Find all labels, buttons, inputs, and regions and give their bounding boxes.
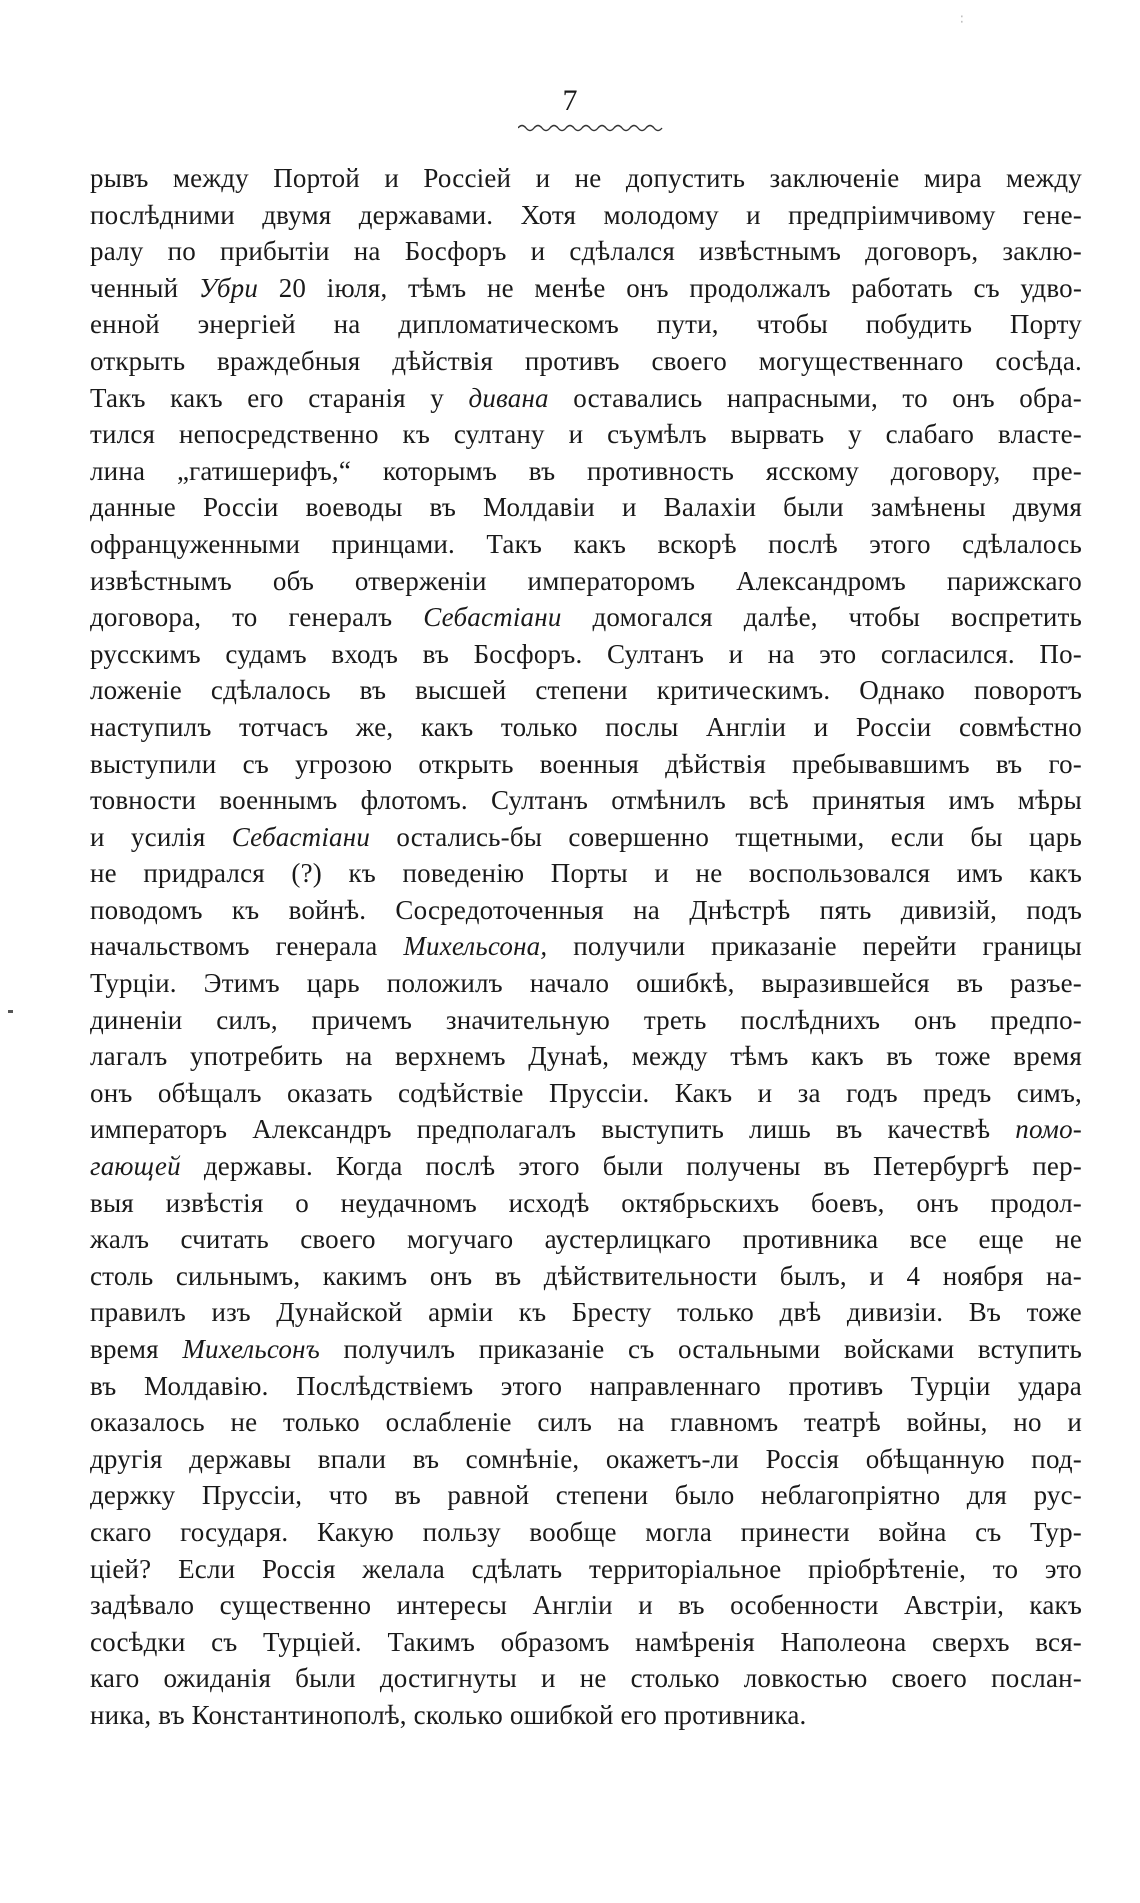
text-line xyxy=(90,599,1082,636)
text-segment: лина „гатишерифъ,“ которымъ въ противность ясскому договору, пре- xyxy=(90,455,1082,486)
text-line xyxy=(90,563,1082,600)
italic-name: Себастіани xyxy=(423,602,562,633)
text-segment: тился непосредственно къ султану и съумѣлъ вырвать у слабаго власте- xyxy=(90,419,1082,450)
text-line xyxy=(90,1514,1082,1551)
text-segment: каго ожиданія были достигнуты и не столько ловкостью своего послан- xyxy=(90,1663,1082,1694)
text-segment: данные Россіи воеводы въ Молдавіи и Валахіи были замѣнены двумя xyxy=(90,492,1082,523)
text-line xyxy=(90,1551,1082,1588)
text-line xyxy=(90,1038,1082,1075)
text-segment: диненіи силъ, причемъ значительную треть послѣднихъ онъ предпо- xyxy=(90,1004,1082,1035)
text-line xyxy=(90,306,1082,343)
text-line xyxy=(90,819,1082,856)
text-segment: получилъ приказаніе съ остальными войсками вступить xyxy=(319,1334,1083,1364)
text-line xyxy=(90,197,1082,234)
text-segment: извѣстнымъ объ отверженіи императоромъ Александромъ парижскаго xyxy=(90,565,1082,596)
text-line xyxy=(90,1368,1082,1405)
text-segment: и усилія xyxy=(90,821,232,852)
text-segment: скаго государя. Какую пользу вообще могла принести война съ Тур- xyxy=(90,1516,1082,1547)
text-segment: сосѣдки съ Турціей. Такимъ образомъ намѣренія Наполеона сверхъ вся- xyxy=(90,1626,1082,1657)
text-line xyxy=(90,343,1082,380)
text-segment: время xyxy=(90,1334,183,1364)
text-segment: поводомъ къ войнѣ. Сосредоточенныя на Днѣстрѣ пять дивизій, подъ xyxy=(90,894,1082,925)
text-line xyxy=(90,1624,1082,1661)
margin-mark xyxy=(8,1010,13,1013)
text-segment: ралу по прибытіи на Босфоръ и сдѣлался извѣстнымъ договоръ, заклю- xyxy=(90,236,1082,267)
text-segment: выступили съ угрозою открыть военныя дѣйствія пребывавшимъ въ го- xyxy=(90,748,1082,779)
italic-name: помо- xyxy=(1015,1114,1082,1145)
text-segment: жалъ считать своего могучаго аустерлицкаго противника все еще не xyxy=(90,1224,1082,1255)
text-segment: енной энергіей на дипломатическомъ пути, чтобы побудить Порту xyxy=(90,309,1082,340)
text-segment: послѣдними двумя державами. Хотя молодому и предпріимчивому гене- xyxy=(90,199,1082,230)
corner-mark: ∶ xyxy=(960,12,964,28)
text-line xyxy=(90,270,1082,307)
text-segment: лагалъ употребить на верхнемъ Дунаѣ, между тѣмъ какъ въ тоже время xyxy=(90,1041,1082,1072)
text-line xyxy=(90,1002,1082,1039)
text-line xyxy=(90,233,1082,270)
text-line xyxy=(90,672,1082,709)
text-segment: остались-бы совершенно тщетными, если бы царь xyxy=(370,821,1082,852)
text-segment: офранцуженными принцами. Такъ какъ вскорѣ послѣ этого сдѣлалось xyxy=(90,528,1082,559)
text-segment: наступилъ тотчасъ же, какъ только послы Англіи и Россіи совмѣстно xyxy=(90,711,1082,742)
text-line xyxy=(90,1258,1082,1295)
text-line xyxy=(90,1331,1082,1368)
text-line xyxy=(90,1441,1082,1478)
text-segment: открыть враждебныя дѣйствія противъ своего могущественнаго сосѣда. xyxy=(90,345,1082,376)
text-line xyxy=(90,160,1082,197)
text-line xyxy=(90,636,1082,673)
text-segment: другія державы впали въ сомнѣніе, окажетъ-ли Россія обѣщанную под- xyxy=(90,1443,1082,1474)
italic-name: Убри xyxy=(198,272,259,303)
text-segment: договора, то генералъ xyxy=(90,602,424,633)
text-segment: Турціи. Этимъ царь положилъ начало ошибкѣ, выразившейся въ разъе- xyxy=(90,968,1082,999)
text-segment: задѣвало существенно интересы Англіи и въ особенности Австріи, какъ xyxy=(90,1590,1082,1621)
text-segment: правилъ изъ Дунайской арміи къ Бресту только двѣ дивизіи. Въ тоже xyxy=(90,1297,1082,1328)
text-line xyxy=(90,380,1082,417)
text-segment: получили приказаніе перейти границы xyxy=(547,931,1082,962)
text-segment: не придрался (?) къ поведенію Порты и не воспользовался имъ какъ xyxy=(90,858,1082,889)
text-line xyxy=(90,709,1082,746)
text-line xyxy=(90,746,1082,783)
text-line xyxy=(90,965,1082,1002)
text-segment: Такъ какъ его старанія у xyxy=(90,382,469,413)
text-line xyxy=(90,1221,1082,1258)
text-line xyxy=(90,1697,1082,1734)
body-text xyxy=(90,160,1082,1734)
text-line xyxy=(90,453,1082,490)
text-segment: ціей? Если Россія желала сдѣлать территоріальное пріобрѣтеніе, то это xyxy=(90,1553,1082,1584)
page-number: 7 xyxy=(562,84,578,117)
text-line xyxy=(90,1660,1082,1697)
text-segment: товности военнымъ флотомъ. Султанъ отмѣнилъ всѣ принятыя имъ мѣры xyxy=(90,785,1082,816)
text-line xyxy=(90,892,1082,929)
text-line xyxy=(90,1477,1082,1514)
italic-name: дивана xyxy=(468,382,549,413)
text-segment: онъ обѣщалъ оказать содѣйствіе Пруссіи. Какъ и за годъ предъ симъ, xyxy=(90,1077,1082,1108)
italic-name: Михельсона, xyxy=(403,931,548,962)
italic-name: Себастіани xyxy=(231,821,371,852)
text-line xyxy=(90,855,1082,892)
text-segment: въ Молдавію. Послѣдствіемъ этого направленнаго противъ Турціи удара xyxy=(90,1370,1082,1401)
text-segment: домогался далѣе, чтобы воспретить xyxy=(561,602,1082,633)
text-segment: императоръ Александръ предполагалъ выступить лишь въ качествѣ xyxy=(90,1114,1016,1145)
text-line xyxy=(90,1587,1082,1624)
text-segment: оказалось не только ослабленіе силъ на главномъ театрѣ войны, но и xyxy=(90,1407,1082,1438)
text-line xyxy=(90,1111,1082,1148)
text-segment: державы. Когда послѣ этого были получены въ Петербургѣ пер- xyxy=(180,1151,1082,1182)
text-segment: держку Пруссіи, что въ равной степени было неблагопріятно для рус- xyxy=(90,1480,1082,1511)
text-line xyxy=(90,526,1082,563)
text-segment: выя извѣстія о неудачномъ исходѣ октябрьскихъ боевъ, онъ продол- xyxy=(90,1187,1082,1218)
text-line xyxy=(90,1294,1082,1331)
text-line xyxy=(90,489,1082,526)
text-line xyxy=(90,928,1082,965)
text-line xyxy=(90,416,1082,453)
text-segment: начальствомъ генерала xyxy=(90,931,404,962)
text-segment: русскимъ судамъ входъ въ Босфоръ. Султанъ и на это согласился. По- xyxy=(90,638,1082,669)
text-segment: 20 іюля, тѣмъ не менѣе онъ продолжалъ работать съ удво- xyxy=(258,272,1083,303)
text-segment: рывъ между Портой и Россіей и не допустить заключеніе мира между xyxy=(90,163,1082,193)
text-segment: ложеніе сдѣлалось въ высшей степени критическимъ. Однако поворотъ xyxy=(90,675,1082,706)
text-line xyxy=(90,1185,1082,1222)
text-segment: оставались напрасными, то онъ обра- xyxy=(548,382,1082,413)
text-segment: столь сильнымъ, какимъ онъ въ дѣйствительности былъ, и 4 ноября на- xyxy=(90,1260,1082,1291)
text-segment: ченный xyxy=(90,272,199,303)
text-line xyxy=(90,1075,1082,1112)
italic-name: Михельсонъ xyxy=(182,1334,320,1364)
italic-name: гающей xyxy=(90,1151,181,1182)
text-line xyxy=(90,1148,1082,1185)
text-line xyxy=(90,1404,1082,1441)
text-segment: ника, въ Константинополѣ, сколько ошибкой его противника. xyxy=(90,1699,807,1730)
page-number-ornament-icon xyxy=(518,122,668,134)
text-line xyxy=(90,782,1082,819)
